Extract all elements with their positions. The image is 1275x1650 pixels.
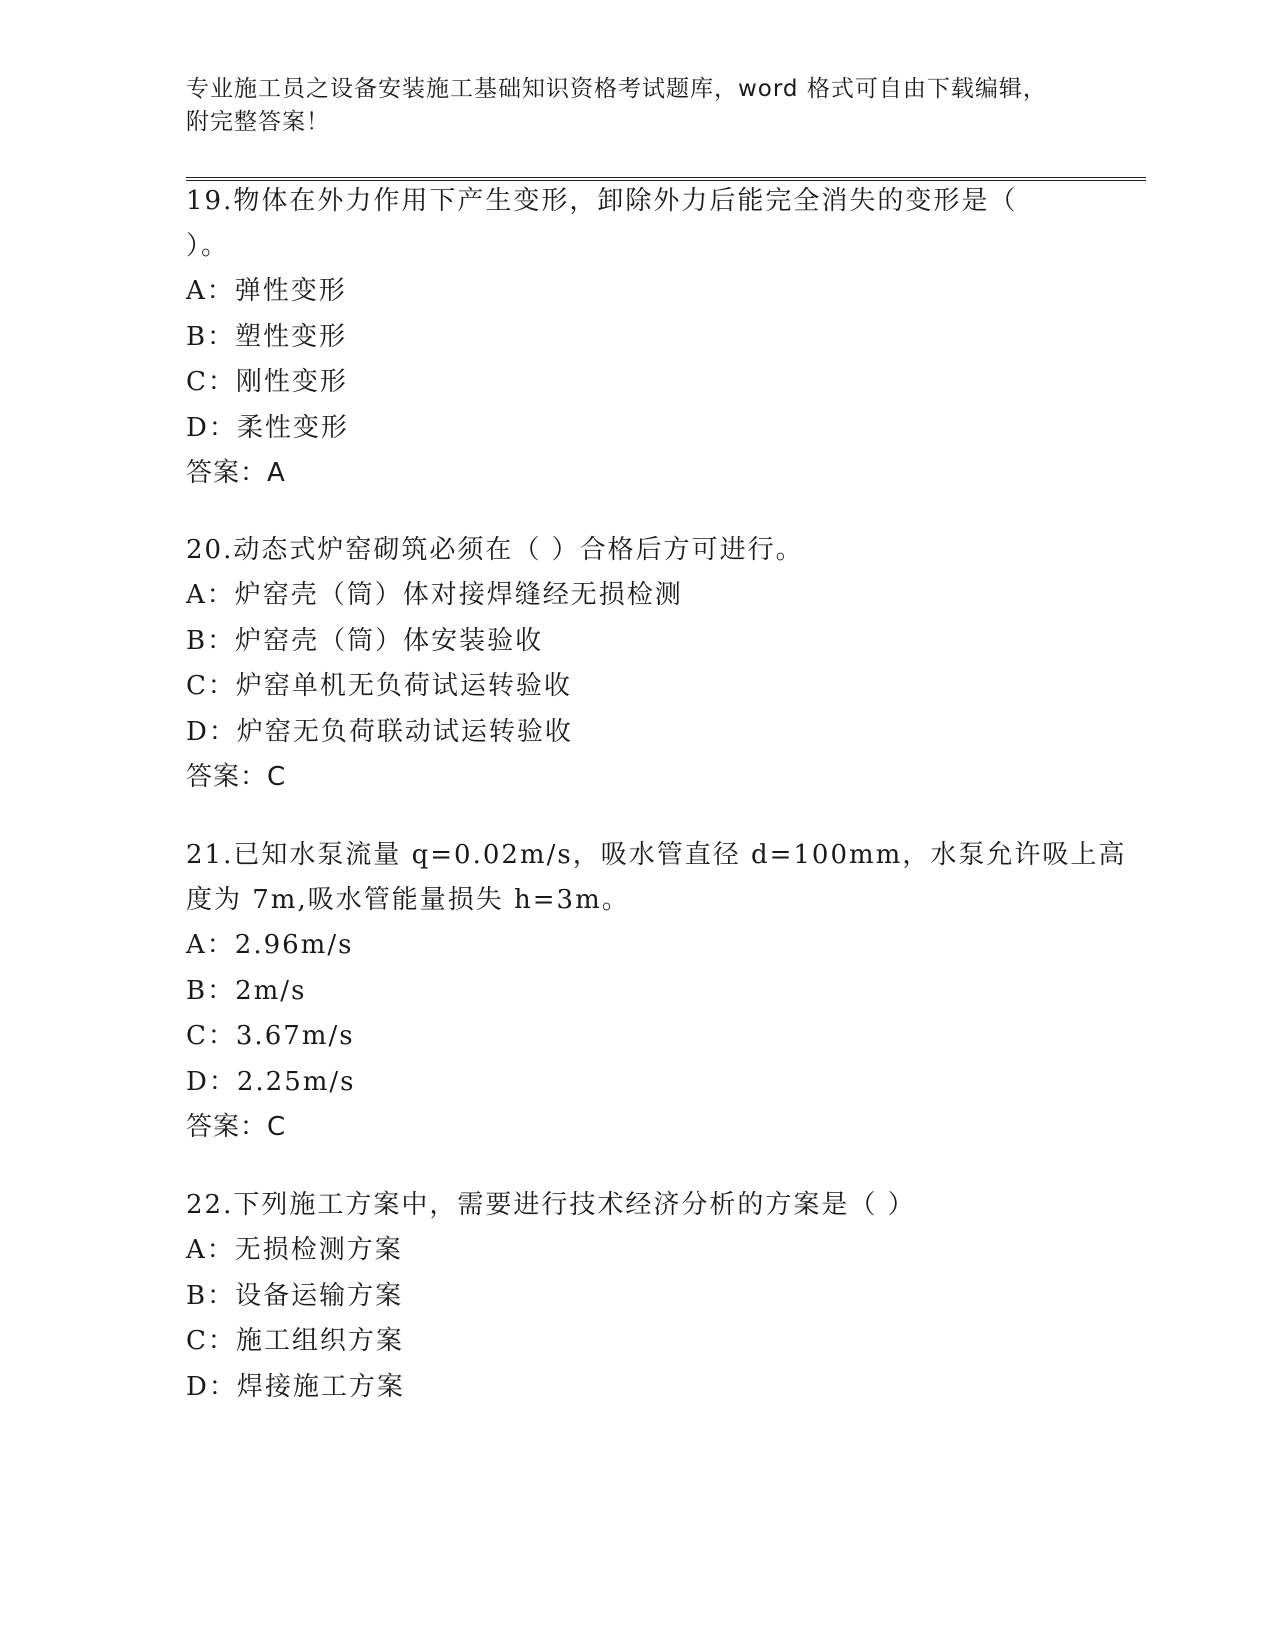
option-b: B：设备运输方案 (186, 1280, 404, 1311)
question-21 (186, 833, 1127, 1150)
option-c: C：3.67m/s (186, 1021, 355, 1051)
option-c: C：施工组织方案 (186, 1326, 404, 1356)
question-stem: ）。 (186, 231, 230, 261)
answer: 答案：A (186, 458, 286, 488)
answer: 答案：C (186, 762, 287, 792)
document-header (186, 73, 1086, 139)
option-a: A：无损检测方案 (186, 1235, 403, 1265)
option-d: D：炉窑无负荷联动试运转验收 (186, 716, 573, 747)
option-b: B：2m/s (186, 975, 307, 1006)
answer: 答案：C (186, 1112, 287, 1142)
option-b: B：炉窑壳（筒）体安装验收 (186, 625, 544, 656)
option-a: A：2.96m/s (186, 930, 354, 960)
option-b: B：塑性变形 (186, 321, 348, 352)
question-stem: 21.已知水泵流量 q=0.02m/s，吸水管直径 d=100mm，水泵允许吸上高 (186, 840, 1127, 870)
question-19 (186, 179, 1106, 496)
question-stem: 19.物体在外力作用下产生变形，卸除外力后能完全消失的变形是（ (186, 186, 1018, 216)
option-d: D：2.25m/s (186, 1066, 356, 1097)
question-22 (186, 1183, 1106, 1410)
option-d: D：焊接施工方案 (186, 1371, 405, 1402)
question-stem: 22.下列施工方案中，需要进行技术经济分析的方案是（ ） (186, 1190, 916, 1220)
option-c: C：炉窑单机无负荷试运转验收 (186, 671, 572, 701)
option-a: A：弹性变形 (186, 276, 347, 306)
document-page (186, 0, 1146, 1650)
option-a: A：炉窑壳（筒）体对接焊缝经无损检测 (186, 580, 683, 610)
header-line: 附完整答案！ (186, 109, 330, 135)
question-stem: 20.动态式炉窑砌筑必须在（ ）合格后方可进行。 (186, 535, 804, 565)
question-20 (186, 528, 1106, 800)
option-c: C：刚性变形 (186, 367, 348, 397)
header-line: 专业施工员之设备安装施工基础知识资格考试题库，word 格式可自由下载编辑， (186, 76, 1047, 102)
option-d: D：柔性变形 (186, 412, 349, 443)
question-stem: 度为 7m,吸水管能量损失 h=3m。 (186, 885, 630, 915)
